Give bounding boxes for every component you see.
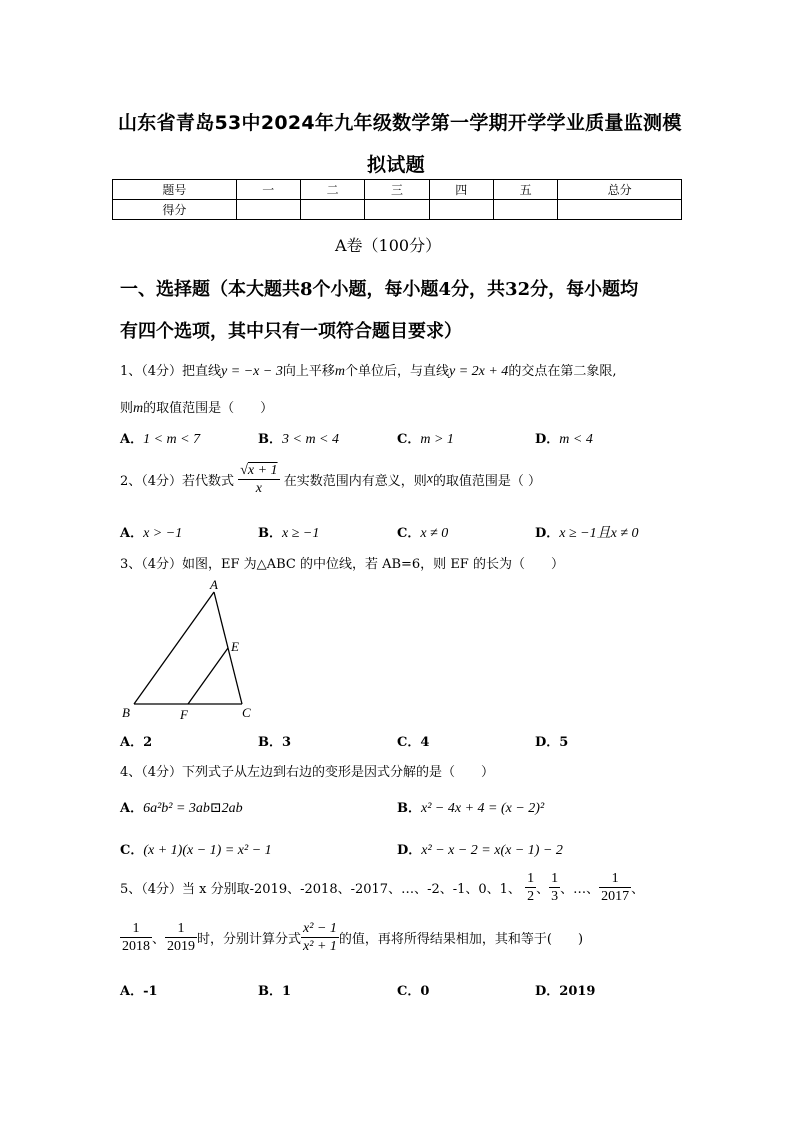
q1-end: 的交点在第二象限, [508, 364, 617, 379]
numerator: x² − 1 [303, 921, 337, 936]
denominator: x² + 1 [303, 939, 337, 954]
q1-var-m: m [334, 364, 345, 379]
option-expr: 2019 [559, 984, 596, 999]
question-1-line-2 [120, 397, 273, 417]
score-header-cell: 三 [365, 180, 429, 200]
q2-fraction-numerator: √x + 1 [240, 463, 278, 478]
option-expr: x > −1 [143, 526, 183, 541]
option-expr: 4 [420, 735, 430, 750]
q2-prefix: 2、（4分）若代数式 [120, 474, 235, 489]
score-cell[interactable] [300, 200, 364, 220]
option-label: A． [120, 801, 144, 816]
q1-option-d[interactable] [535, 428, 593, 448]
question-4: 4、（4分）下列式子从左边到右边的变形是因式分解的是（ ） [120, 765, 495, 780]
q4-option-c[interactable] [120, 839, 272, 859]
q2-option-a[interactable] [120, 522, 182, 542]
numerator: 1 [551, 871, 559, 886]
side-ab [134, 592, 214, 704]
q5-option-b[interactable] [258, 980, 291, 999]
q2-option-b[interactable] [258, 522, 319, 542]
score-row-label: 得分 [113, 200, 237, 220]
question-2 [120, 462, 541, 497]
separator: 、 [152, 932, 166, 947]
denominator: 2019 [167, 939, 196, 954]
option-label: B． [258, 984, 282, 999]
option-expr: m < 4 [559, 432, 593, 447]
score-header-cell: 五 [493, 180, 557, 200]
option-label: C． [397, 735, 421, 750]
q4-option-a[interactable] [120, 797, 243, 817]
numerator: 1 [527, 871, 535, 886]
option-expr: x ≠ 0 [420, 526, 449, 541]
q1-option-a[interactable] [120, 428, 200, 448]
section-heading: 一、选择题（本大题共8个小题，每小题4分，共32分，每小题均 [120, 279, 639, 300]
question-5-line-1 [120, 870, 644, 905]
option-expr: x ≥ −1且x ≠ 0 [559, 526, 639, 541]
score-table [112, 179, 682, 220]
option-expr: 5 [559, 735, 569, 750]
q5-fraction-5 [165, 920, 197, 955]
option-expr: x² − x − 2 = x(x − 1) − 2 [421, 843, 563, 858]
q5-prefix: 5、（4分）当 x 分别取-2019、-2018、-2017、…、-2、-1、0、1、 [120, 882, 521, 897]
section-heading-continued: 有四个选项，其中只有一项符合题目要求） [120, 321, 462, 342]
score-header-cell: 四 [429, 180, 493, 200]
option-label: D． [535, 526, 560, 541]
separator: 、 [536, 882, 550, 897]
q2-fraction [238, 462, 279, 497]
option-expr: 3 [282, 735, 292, 750]
q1-option-b[interactable] [258, 428, 339, 448]
numerator: 1 [599, 870, 631, 888]
score-header-cell: 二 [300, 180, 364, 200]
question-3: 3、（4分）如图，EF 为△ABC 的中位线，若 AB=6，则 EF 的长为（ ） [120, 557, 564, 572]
option-expr: 2 [143, 735, 153, 750]
option-expr: 1 [282, 984, 292, 999]
q1-line2-var: m [133, 401, 144, 416]
page-title: 山东省青岛53中2024年九年级数学第一学期开学学业质量监测模 [118, 112, 682, 134]
option-label: A． [120, 984, 144, 999]
q5-fraction-4 [120, 920, 152, 955]
q1-mid1: 向上平移 [282, 364, 335, 379]
option-label: C． [397, 432, 421, 447]
option-label: C． [397, 526, 421, 541]
score-header-cell: 总分 [558, 180, 682, 200]
option-expr: 3 < m < 4 [282, 432, 340, 447]
q2-mid: 在实数范围内有意义，则 [283, 474, 427, 489]
option-expr: x² − 4x + 4 = (x − 2)² [421, 801, 545, 816]
option-label: D． [535, 432, 560, 447]
q4-option-d[interactable] [397, 839, 563, 859]
denominator: 2018 [122, 939, 150, 954]
option-label: A． [120, 432, 144, 447]
option-expr: (x + 1)(x − 1) = x² − 1 [143, 843, 272, 858]
q5-fraction-1 [525, 870, 536, 905]
option-expr: 6a²b² = 3ab⊡2ab [143, 801, 243, 816]
score-header-cell: 一 [236, 180, 300, 200]
denominator: 2 [527, 889, 535, 904]
q3-option-b[interactable] [258, 731, 291, 750]
separator: 、…、 [560, 882, 600, 897]
q4-option-b[interactable] [397, 797, 544, 817]
q2-var: x [426, 471, 433, 487]
q1-line2-prefix: 则 [120, 401, 134, 416]
vertex-label-b: B [122, 705, 130, 720]
option-expr: 1 < m < 7 [143, 432, 201, 447]
vertex-label-c: C [242, 705, 251, 720]
score-cell[interactable] [493, 200, 557, 220]
score-header-cell: 题号 [113, 180, 237, 200]
option-expr: m > 1 [420, 432, 454, 447]
q3-option-d[interactable] [535, 731, 568, 750]
numerator: 1 [165, 920, 197, 938]
q1-expr-line1: y = −x − 3 [221, 364, 283, 379]
option-label: B． [397, 801, 421, 816]
q5-mid: 时，分别计算分式 [197, 932, 302, 947]
option-expr: -1 [143, 984, 158, 999]
option-expr: x ≥ −1 [282, 526, 320, 541]
option-label: C． [120, 843, 144, 858]
point-label-e: E [231, 639, 239, 654]
segment-ef [188, 648, 228, 704]
q1-expr-line2: y = 2x + 4 [448, 364, 509, 379]
score-cell[interactable] [236, 200, 300, 220]
separator: 、 [631, 882, 645, 897]
q1-prefix: 1、（4分）把直线 [120, 364, 222, 379]
page-title-continued: 拟试题 [367, 154, 425, 176]
denominator: 2017 [601, 889, 630, 904]
q1-option-c[interactable] [397, 428, 454, 448]
q3-option-c[interactable] [397, 731, 429, 750]
question-1-line-1 [120, 360, 616, 380]
option-label: B． [258, 432, 282, 447]
q5-option-d[interactable] [535, 980, 595, 999]
triangle-figure [118, 576, 263, 724]
score-cell[interactable] [365, 200, 429, 220]
q3-option-a[interactable] [120, 731, 152, 750]
score-table-row [113, 200, 682, 220]
q5-fraction-3 [599, 870, 631, 905]
score-cell[interactable] [429, 200, 493, 220]
question-5-line-2 [120, 920, 583, 955]
q5-fraction-6 [301, 920, 339, 955]
q5-fraction-2 [549, 870, 560, 905]
numerator: 1 [120, 920, 152, 938]
option-label: A． [120, 735, 144, 750]
volume-heading: A卷（100分） [335, 236, 442, 255]
option-label: D． [397, 843, 422, 858]
q5-end: 的值，再将所得结果相加，其和等于( ) [338, 932, 584, 947]
option-label: C． [397, 984, 421, 999]
q2-option-d[interactable] [535, 522, 639, 542]
q2-end: 的取值范围是（ ） [432, 474, 542, 489]
q5-option-a[interactable] [120, 980, 158, 999]
point-label-f: F [180, 707, 188, 722]
option-label: B． [258, 735, 282, 750]
option-expr: 0 [420, 984, 430, 999]
option-label: D． [535, 984, 560, 999]
q1-line2-end: 的取值范围是（ ） [143, 401, 274, 416]
option-label: B． [258, 526, 282, 541]
vertex-label-a: A [210, 577, 218, 592]
q2-fraction-denominator: x [255, 481, 262, 496]
score-cell[interactable] [558, 200, 682, 220]
q1-mid2: 个单位后，与直线 [344, 364, 449, 379]
denominator: 3 [551, 889, 559, 904]
q5-option-c[interactable] [397, 980, 429, 999]
q2-option-c[interactable] [397, 522, 448, 542]
score-table-header-row [113, 180, 682, 200]
q2-radicand: x + 1 [247, 463, 278, 478]
option-label: D． [535, 735, 560, 750]
option-label: A． [120, 526, 144, 541]
